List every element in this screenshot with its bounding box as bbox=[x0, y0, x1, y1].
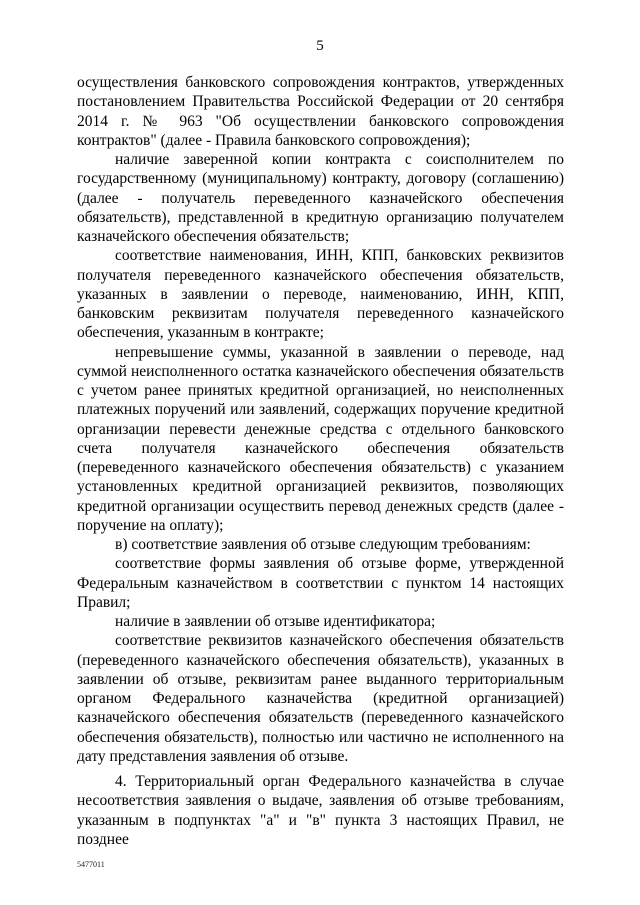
paragraph-6: соответствие формы заявления об отзыве форме, утвержденной Федеральным казначейством в соответствии с пунктом 14 настоящих Правил; bbox=[77, 555, 564, 611]
paragraph-7: наличие в заявлении об отзыве идентификатора; bbox=[115, 613, 436, 630]
document-body bbox=[77, 73, 564, 849]
document-code: 5477011 bbox=[77, 860, 105, 869]
page-number: 5 bbox=[316, 38, 324, 54]
paragraph-4: непревышение суммы, указанной в заявлении о переводе, над суммой неисполненного остатка казначейского обеспечения обязательств с учетом ранее принятых кредитной организацией, но неисполненных платежных поручений или заявлений, содержащих поручение кредитной организации перевести денежные средства с отдельного банковского счета получателя казначейского обеспечения обязательств (переведенного казначейского обеспечения обязательств) с указанием установленных кредитной организацией реквизитов, позволяющих кредитной организации осуществить перевод денежных средств (далее - поручение на оплату); bbox=[77, 343, 564, 534]
paragraph-3: соответствие наименования, ИНН, КПП, банковских реквизитов получателя переведенного казначейского обеспечения обязательств, указанных в заявлении о переводе, наименованию, ИНН, КПП, банковским реквизитам получателя переведенного казначейского обеспечения, указанным в контракте; bbox=[77, 247, 564, 342]
paragraph-5: в) соответствие заявления об отзыве следующим требованиям: bbox=[115, 536, 531, 553]
paragraph-2: наличие заверенной копии контракта с соисполнителем по государственному (муниципальному) контракту, договору (соглашению) (далее - получатель переведенного казначейского обеспечения обязательств), представленной в кредитную организацию получателем казначейского обеспечения обязательств; bbox=[77, 151, 564, 245]
paragraph-1: осуществления банковского сопровождения контрактов, утвержденных постановлением Правительства Российской Федерации от 20 сентября 2014 г. № 963 "Об осуществлении банковского сопровождения контрактов" (далее - Правила банковского сопровождения); bbox=[77, 74, 564, 149]
paragraph-8: соответствие реквизитов казначейского обеспечения обязательств (переведенного казначейского обеспечения обязательств), указанных в заявлении об отзыве, реквизитам ранее выданного территориальным органом Федерального казначейства (кредитной организацией) казначейского обеспечения обязательств (переведенного казначейского обеспечения обязательств), полностью или частично не исполненного на дату представления заявления об отзыве. bbox=[77, 632, 564, 765]
paragraph-9: 4. Территориальный орган Федерального казначейства в случае несоответствия заявления о выдаче, заявления об отзыве требованиям, указанным в подпунктах "а" и "в" пункта 3 настоящих Правил, не позднее bbox=[77, 773, 564, 848]
